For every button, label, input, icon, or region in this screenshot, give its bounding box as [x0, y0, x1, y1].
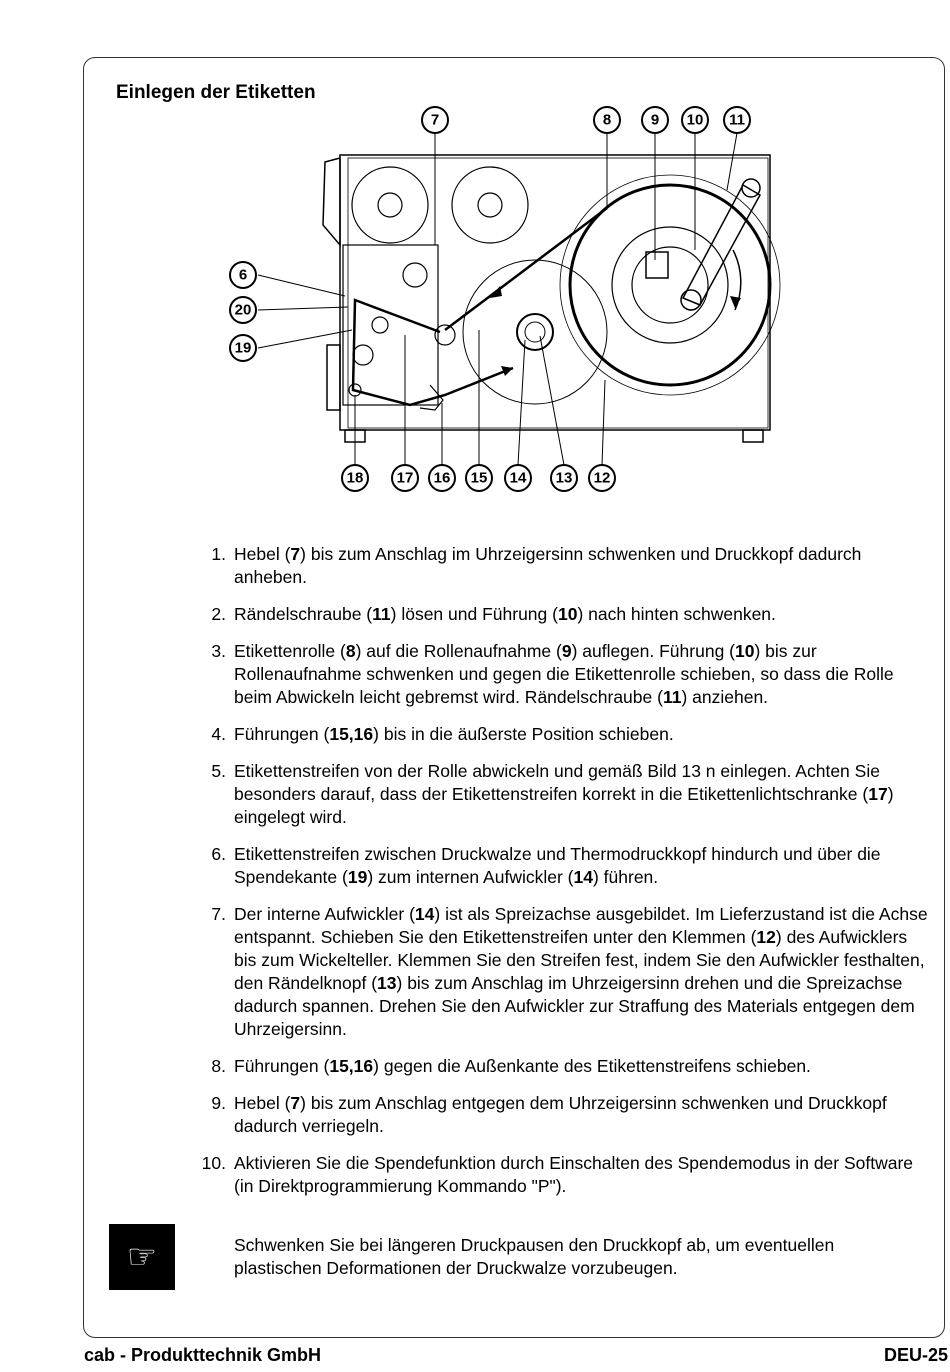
step-number: 9. — [211, 1093, 226, 1113]
svg-text:9: 9 — [650, 111, 660, 129]
reference-number: 12 — [756, 927, 776, 947]
callout-11 — [724, 107, 750, 133]
step-text — [234, 604, 776, 624]
step-item — [188, 1152, 928, 1198]
svg-text:18: 18 — [346, 469, 364, 487]
callout-14 — [505, 465, 531, 491]
step-text-segment: ) bis zum Anschlag im Uhrzeigersinn drehen und die Spreizachse dadurch spannen. Drehen Sie den Aufwickler zur Straffung des Materials entgegen dem Uhrzeigersinn. — [234, 973, 915, 1039]
step-text-segment: ) anziehen. — [681, 687, 769, 707]
step-text-segment: Etikettenstreifen von der Rolle abwickeln und gemäß Bild 13 n einlegen. Achten Sie besonders darauf, dass der Etikettenstreifen korrekt in die Etikettenlichtschranke ( — [234, 761, 880, 804]
callout-6 — [230, 262, 256, 288]
reference-number: 19 — [347, 867, 368, 887]
instruction-steps — [188, 543, 928, 1212]
step-text-segment: ) bis zur Rollenaufnahme schwenken und gegen die Etikettenrolle schieben, so dass die Rolle beim Abwickeln leicht gebremst wird. Rändelschraube ( — [234, 641, 894, 707]
svg-text:8: 8 — [602, 111, 612, 129]
step-text-segment: ) bis in die äußerste Position schieben. — [373, 724, 674, 744]
step-number: 2. — [211, 604, 226, 624]
step-text-segment: Etikettenstreifen zwischen Druckwalze und Thermodruckkopf hindurch und über die Spendekante ( — [234, 844, 881, 887]
step-text — [234, 1153, 913, 1196]
step-text-segment: Rändelschraube ( — [234, 604, 373, 624]
step-text-segment: ) auflegen. Führung ( — [571, 641, 735, 661]
reference-number: 10 — [557, 604, 578, 624]
step-text-segment: Führungen ( — [234, 724, 330, 744]
step-text — [234, 544, 861, 587]
step-text-segment: ) lösen und Führung ( — [390, 604, 558, 624]
callout-10 — [682, 107, 708, 133]
svg-text:13: 13 — [555, 469, 573, 487]
step-text-segment: ) bis zum Anschlag im Uhrzeigersinn schwenken und Druckkopf dadurch anheben. — [234, 544, 862, 587]
footer-company: cab - Produkttechnik GmbH — [84, 1345, 322, 1365]
step-text — [234, 724, 674, 744]
svg-text:6: 6 — [238, 266, 248, 284]
svg-text:20: 20 — [234, 301, 252, 319]
step-number: 8. — [211, 1056, 226, 1076]
reference-number: 8 — [345, 641, 356, 661]
step-text-segment: Etikettenrolle ( — [234, 641, 346, 661]
reference-number: 17 — [868, 784, 888, 804]
step-number: 6. — [211, 844, 226, 864]
step-text-segment: Hebel ( — [234, 1093, 291, 1113]
step-item — [188, 723, 928, 746]
svg-text:12: 12 — [593, 469, 611, 487]
callout-17 — [392, 465, 418, 491]
section-title: Einlegen der Etiketten — [116, 82, 316, 103]
reference-number: 11 — [372, 604, 391, 624]
svg-text:11: 11 — [729, 111, 745, 129]
step-item — [188, 760, 928, 829]
step-number: 7. — [211, 904, 226, 924]
svg-text:7: 7 — [430, 111, 440, 129]
callout-8 — [594, 107, 620, 133]
callout-15 — [466, 465, 492, 491]
step-text-segment: ) gegen die Außenkante des Etikettenstreifens schieben. — [373, 1056, 811, 1076]
step-text-segment: ) des Aufwicklers bis zum Wickelteller. Klemmen Sie den Streifen fest, indem Sie den Aufwickler festhalten, den Rändelknopf ( — [234, 927, 925, 993]
callout-20 — [230, 297, 256, 323]
note-text: Schwenken Sie bei längeren Druckpausen den Druckkopf ab, um eventuellen plastischen Deformationen der Druckwalze vorzubeugen. — [234, 1235, 835, 1278]
svg-text:10: 10 — [686, 111, 704, 129]
step-text-segment: Aktivieren Sie die Spendefunktion durch Einschalten des Spendemodus in der Software (in Direktprogrammierung Kommando "P"). — [234, 1153, 914, 1196]
svg-text:19: 19 — [234, 339, 252, 357]
step-text-segment: Der interne Aufwickler ( — [234, 904, 415, 924]
callout-16 — [429, 465, 455, 491]
step-number: 10. — [201, 1153, 226, 1173]
callout-19 — [230, 335, 256, 361]
reference-number: 7 — [290, 544, 301, 564]
step-number: 1. — [211, 544, 226, 564]
label-roll — [560, 175, 780, 395]
step-number: 5. — [211, 761, 226, 781]
step-item — [188, 543, 928, 589]
step-item — [188, 1092, 928, 1138]
step-text-segment: ) ist als Spreizachse ausgebildet. Im Lieferzustand ist die Achse entspannt. Schieben Sie den Etikettenstreifen unter den Klemmen ( — [234, 904, 928, 947]
label-path — [353, 208, 607, 405]
step-item — [188, 843, 928, 889]
leader-lines — [258, 133, 737, 465]
step-text — [234, 641, 894, 707]
reference-number: 11 — [662, 687, 682, 707]
reference-number: 7 — [290, 1093, 301, 1113]
callout-18 — [342, 465, 368, 491]
step-item — [188, 903, 928, 1041]
step-text-segment: Hebel ( — [234, 544, 291, 564]
step-text-segment: ) auf die Rollenaufnahme ( — [355, 641, 562, 661]
step-item — [188, 640, 928, 709]
step-text — [234, 1056, 811, 1076]
pointing-hand-icon: ☞ — [109, 1224, 175, 1290]
label-loading-diagram — [215, 100, 795, 500]
reference-number: 15,16 — [329, 1056, 374, 1076]
svg-text:15: 15 — [470, 469, 488, 487]
step-number: 3. — [211, 641, 226, 661]
svg-text:14: 14 — [509, 469, 527, 487]
step-text-segment: ) zum internen Aufwickler ( — [367, 867, 574, 887]
step-text-segment: ) bis zum Anschlag entgegen dem Uhrzeigersinn schwenken und Druckkopf dadurch verriegeln. — [234, 1093, 887, 1136]
reference-number: 9 — [561, 641, 572, 661]
step-item — [188, 603, 928, 626]
callout-7 — [422, 107, 448, 133]
reference-number: 10 — [735, 641, 755, 661]
step-number: 4. — [211, 724, 226, 744]
reference-number: 15,16 — [329, 724, 374, 744]
reference-number: 14 — [414, 904, 435, 924]
svg-text:17: 17 — [396, 469, 414, 487]
reference-number: 14 — [573, 867, 593, 887]
step-text — [234, 1093, 887, 1136]
svg-text:16: 16 — [433, 469, 451, 487]
callout-13 — [551, 465, 577, 491]
step-item — [188, 1055, 928, 1078]
step-text-segment: ) nach hinten schwenken. — [577, 604, 776, 624]
step-text — [234, 761, 894, 827]
rewinder — [463, 260, 607, 404]
step-text — [234, 904, 928, 1039]
step-text-segment: ) führen. — [592, 867, 659, 887]
step-text-segment: ) eingelegt wird. — [234, 784, 894, 827]
print-mechanism — [343, 245, 455, 410]
callout-12 — [589, 465, 615, 491]
callout-9 — [642, 107, 668, 133]
footer-page-number: DEU-25 — [883, 1345, 948, 1365]
step-text — [234, 844, 881, 887]
step-text-segment: Führungen ( — [234, 1056, 330, 1076]
top-rollers — [352, 167, 528, 243]
reference-number: 13 — [377, 973, 397, 993]
